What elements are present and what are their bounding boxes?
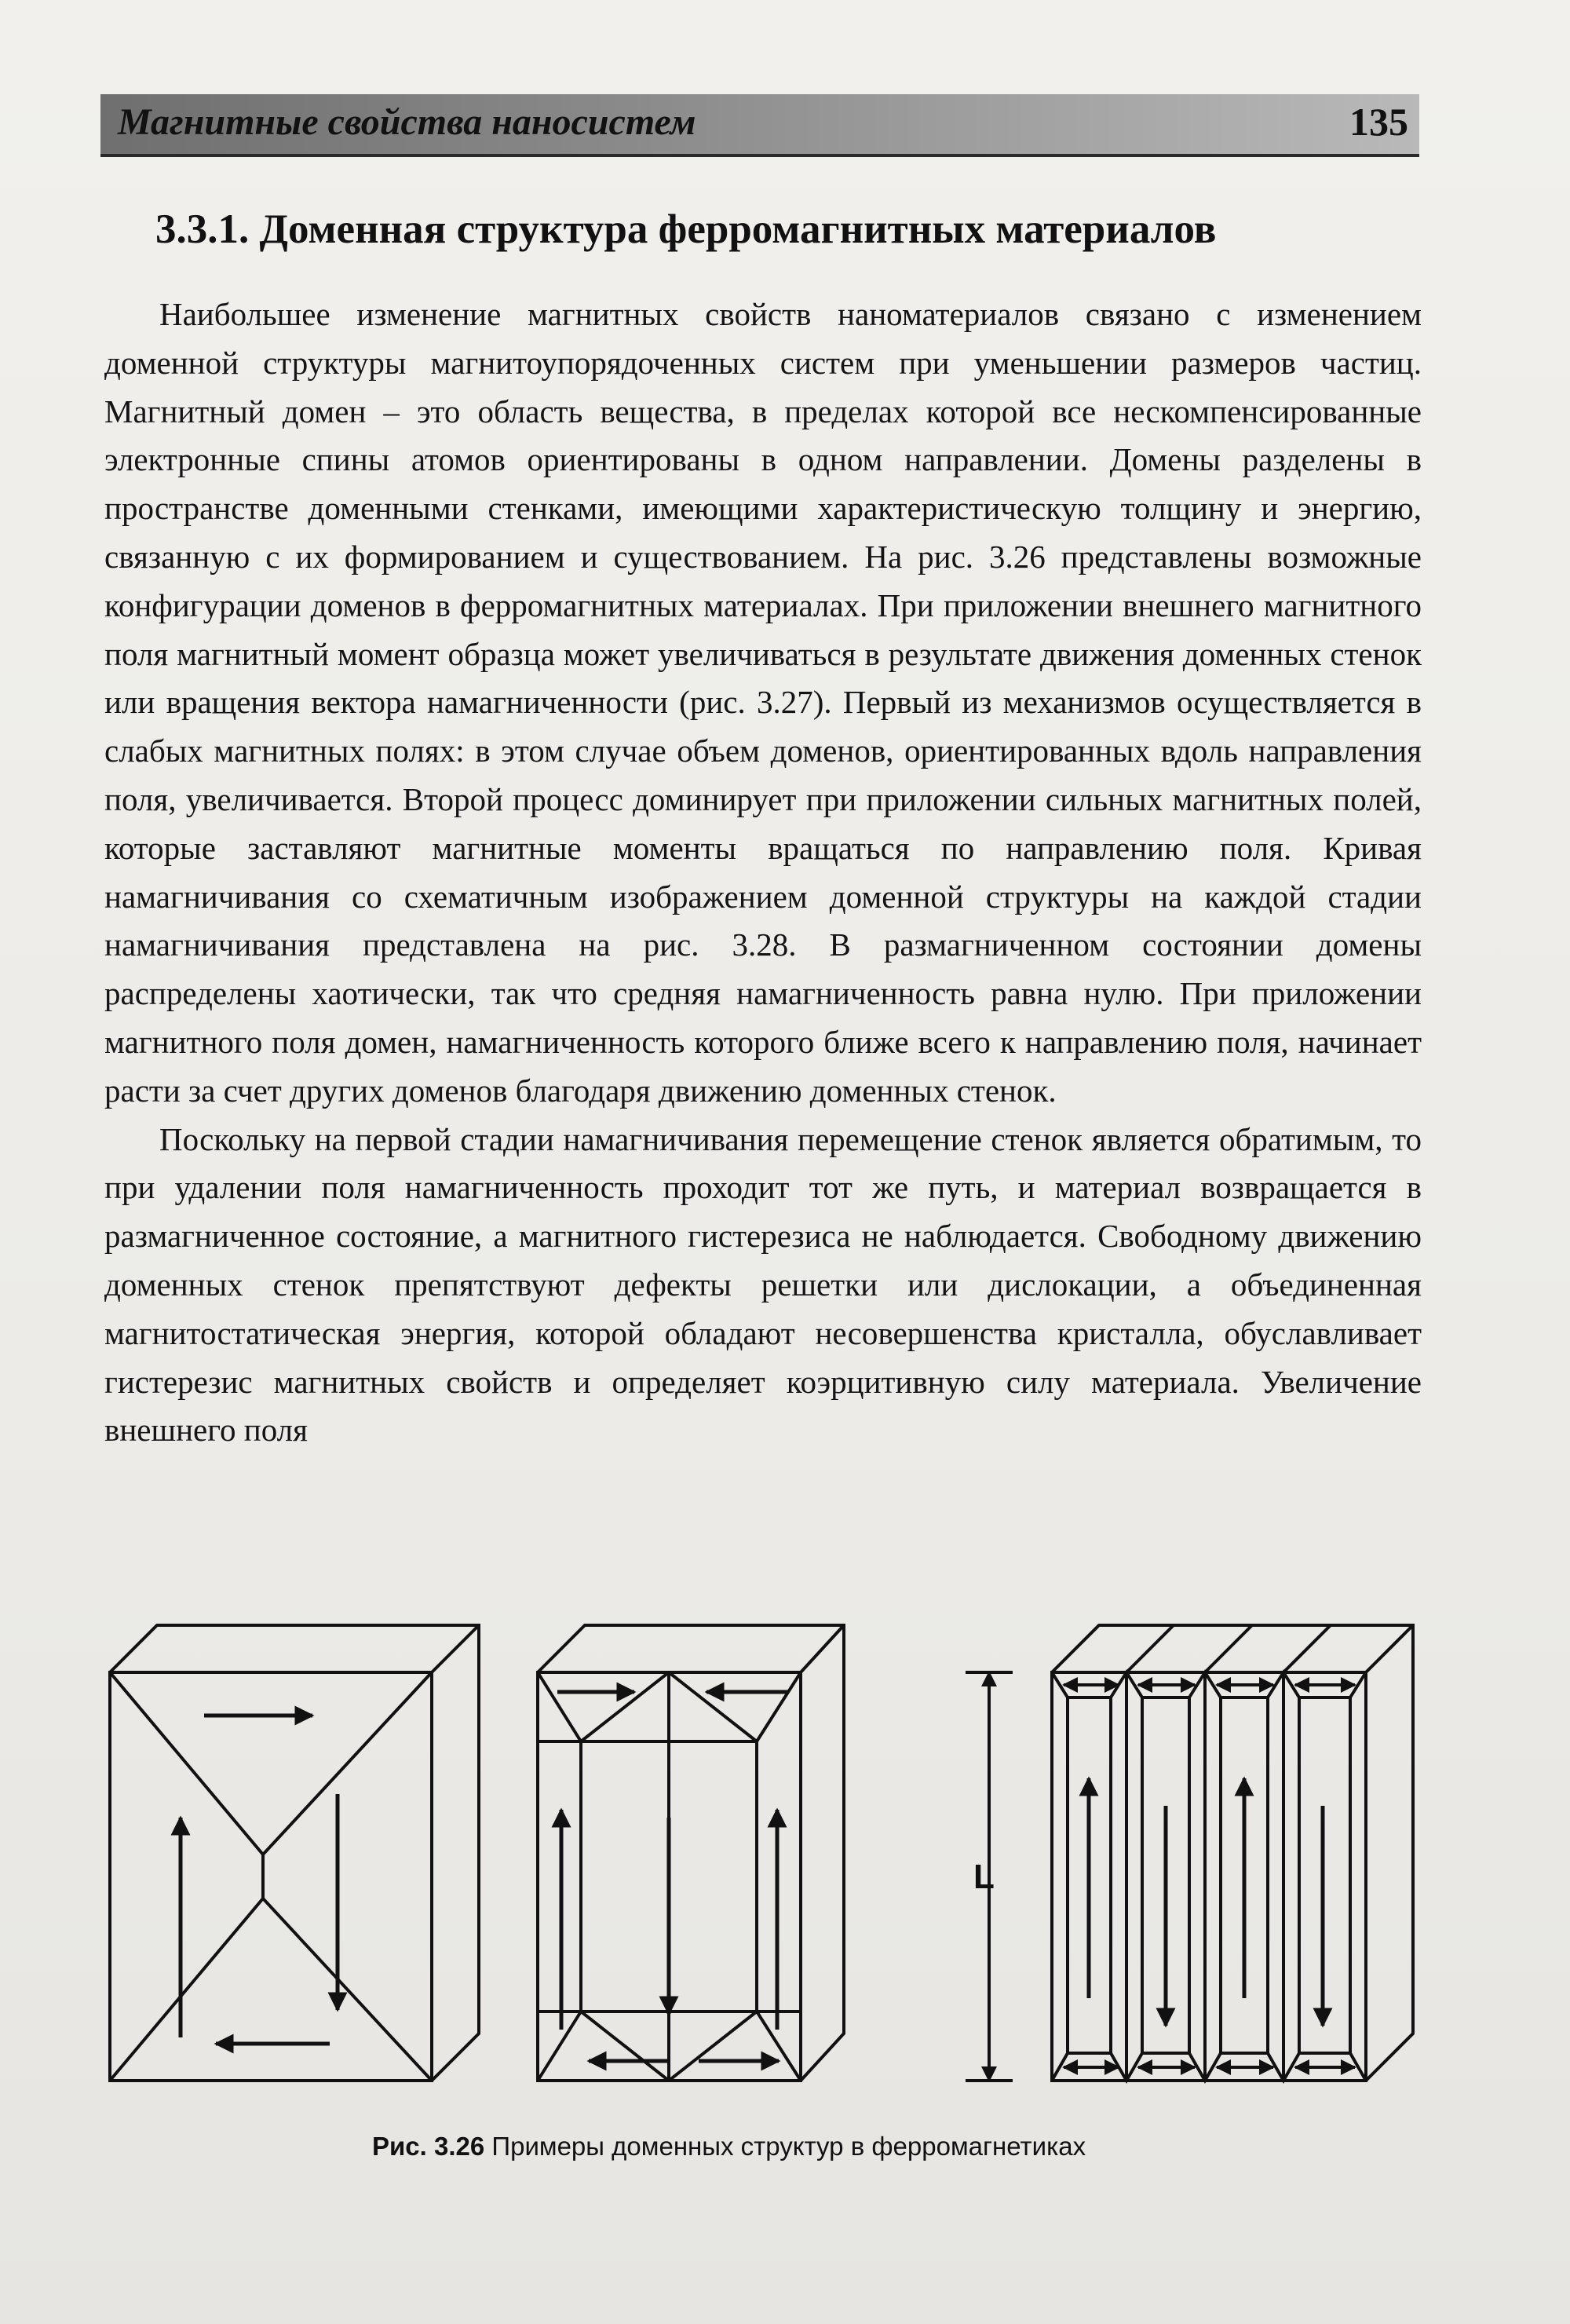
dimension-label: L <box>973 1858 995 1896</box>
paragraph: Поскольку на первой стадии намагничивания перемещение стенок является обратимым, то при удалении поля намагниченность проходит тот же путь, и материал возвращается в размагниченное состояние, а магнитного гистерезиса не наблюдается. Свободному движению доменных стенок препятствуют дефекты решетки или дислокации, а объединенная магнитостатическая энергия, которой обладают несовершенства кристалла, обуславливает гистерезис магнитных свойств и определяет коэрцитивную силу материала. Увеличение внешнего поля <box>104 1120 1422 1449</box>
paragraph: Наибольшее изменение магнитных свойств наноматериалов связано с изменением доменной структуры магнитоупорядоченных систем при уменьшении размеров частиц. Магнитный домен – это область вещества, в пределах которой все нескомпенсированные электронные спины атомов ориентированы в одном направлении. Домены разделены в пространстве доменными стенками, имеющими характеристическую толщину и энергию, связанную с их формированием и существованием. На рис. 3.26 представлены возможные конфигурации доменов в ферромагнитных материалах. При приложении внешнего магнитного поля магнитный момент образца может увеличиваться в результате движения доменных стенок или вращения вектора намагниченности (рис. 3.27). Первый из механизмов осуществляется в слабых магнитных полях: в этом случае объем доменов, ориентированных вдоль направления поля, увеличивается. Второй процесс доминирует при приложении сильных магнитных полей, которые заставляют магнитные моменты вращаться по направлению поля. Кривая намагничивания со схематичным изображением доменной структуры на каждой стадии намагничивания представлена на рис. 3.28. В размагниченном состоянии домены распределены хаотически, так что средняя намагниченность равна нулю. При приложении магнитного поля домен, намагниченность которого ближе всего к направлению поля, начинает расти за счет других доменов благодаря движению доменных стенок. <box>104 296 1422 1109</box>
caption-label: Рис. 3.26 <box>372 2132 485 2161</box>
domain-block-closure <box>110 1625 479 2081</box>
caption-text: Примеры доменных структур в ферромагнетиках <box>484 2132 1086 2161</box>
page-number: 135 <box>1349 100 1408 144</box>
body-text <box>104 290 1422 1455</box>
figure-domain-structures <box>102 1610 1437 2159</box>
figure-caption <box>372 2132 1086 2161</box>
magnetization-arrows <box>181 1692 1323 2061</box>
running-header <box>100 94 1419 157</box>
section-title: 3.3.1. Доменная структура ферромагнитных материалов <box>155 206 1217 252</box>
running-title: Магнитные свойства наносистем <box>118 101 696 143</box>
closure-arrows <box>1064 1685 1355 2067</box>
domain-structures-illustration <box>102 1610 1437 2128</box>
domain-block-stripes <box>1052 1625 1413 2081</box>
